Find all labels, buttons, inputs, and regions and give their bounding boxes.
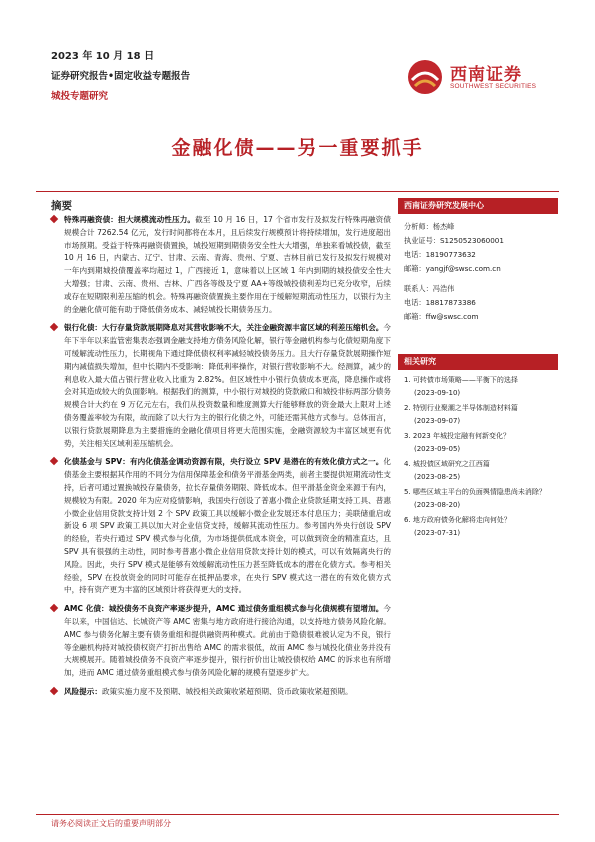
analyst-contacts <box>398 214 558 328</box>
title-divider <box>36 191 559 192</box>
related-item-title: 6. 地方政府债务化解将走向何处？ <box>404 516 511 524</box>
related-item-date: (2023-09-05) <box>414 444 461 453</box>
report-title: 金融化债——另一重要抓手 <box>171 137 424 159</box>
contact-name: 联系人：冯浩伟 <box>404 284 455 293</box>
related-item-date: (2023-09-10) <box>414 388 461 397</box>
bullet-diamond-icon <box>50 215 58 223</box>
summary-paragraph <box>51 456 391 597</box>
bullet-diamond-icon <box>50 323 58 331</box>
summary-body <box>51 214 391 705</box>
analyst-name: 分析师：杨杰峰 <box>404 222 455 231</box>
analyst-email[interactable]: 邮箱：yangjf@swsc.com.cn <box>404 264 501 273</box>
contact-email[interactable]: 邮箱：ffw@swsc.com <box>404 312 479 321</box>
analyst-phone: 电话：18190773632 <box>404 250 476 259</box>
brand-logo <box>406 58 556 98</box>
paragraph-lead: AMC 化债：城投债务不良资产率逐步提升，AMC 通过债务重组模式参与化债规模有望增加。 <box>64 604 384 614</box>
paragraph-body: 截至 10 月 16 日，17 个省市发行及拟发行特殊再融资债规模合计 7262.54 亿元，发行时间都将在本月，且后续发行规模预计将持续增加，发行进度超出市场预期。受益于特殊再融资债置换，城投短期到期债务安全性大大增强，单独来看城投债，截至 10 月 16 日，内蒙古、辽宁、甘肃、云南、青海、贵州、宁夏、吉林目前已发行及拟发行规模对一年内到期城投债覆盖率均超过 1，广西接近 1，意味着以上区域 1 年内到期的城投债安全性大大增强；甘肃、云南、贵州、吉林、广西各等级及宁夏 AA+等级城投债利差均已充分收窄，后续或存在短期限利差压缩的机会。特殊再融资债置换主要作用在于缓解短期流动性压力，以银行为主的金融化债可能有助于降低债务成本、减轻城投长期债务压力。 <box>64 215 391 314</box>
related-item-title: 3. 2023 年城投定融有何新变化？ <box>404 432 510 440</box>
paragraph-lead: 风险提示： <box>64 686 102 696</box>
related-research-list <box>398 370 558 546</box>
related-item-date: (2023-08-25) <box>414 472 461 481</box>
logo-emblem-icon <box>406 58 444 96</box>
related-item[interactable] <box>404 374 552 399</box>
summary-heading: 摘要 <box>51 200 72 212</box>
related-item-title: 5. 哪些区域主平台的负面舆情隐患尚未消除？ <box>404 488 546 496</box>
footer-disclaimer: 请务必阅读正文后的重要声明部分 <box>51 819 171 828</box>
related-item[interactable] <box>404 430 552 455</box>
bullet-diamond-icon <box>50 457 58 465</box>
related-item[interactable] <box>404 402 552 427</box>
related-item-title: 2. 特别行业聚潮之半导体制造材料篇 <box>404 404 518 412</box>
logo-text-cn: 西南证券 <box>450 65 522 85</box>
paragraph-lead: 特殊再融资债：担大规模流动性压力。 <box>64 215 196 224</box>
summary-paragraph <box>51 322 391 450</box>
summary-paragraph <box>51 603 391 680</box>
bullet-diamond-icon <box>50 604 58 612</box>
footer-divider <box>36 814 559 815</box>
report-topic: 城投专题研究 <box>51 91 109 102</box>
report-date: 2023 年 10 月 18 日 <box>51 51 155 62</box>
related-item-date: (2023-07-31) <box>414 528 461 537</box>
paragraph-body: 政策实施力度不及预期、城投相关政策收紧超预期、货币政策收紧超预期。 <box>101 686 353 696</box>
related-item[interactable] <box>404 514 552 539</box>
related-item[interactable] <box>404 486 552 511</box>
related-item-date: (2023-08-20) <box>414 500 461 509</box>
paragraph-lead: 银行化债：大行存量贷款展期降息对其营收影响不大，关注金融资源丰富区域的利差压缩机会。 <box>64 323 384 333</box>
related-research-title: 相关研究 <box>398 354 558 370</box>
logo-text-en: SOUTHWEST SECURITIES <box>450 83 537 90</box>
related-item[interactable] <box>404 458 552 483</box>
summary-paragraph <box>51 214 391 316</box>
related-item-date: (2023-09-07) <box>414 416 461 425</box>
related-item-title: 1. 可转债市场策略——平衡下的选择 <box>404 376 518 384</box>
contact-phone: 电话：18817873386 <box>404 298 476 307</box>
analyst-cert: 执业证号：S1250523060001 <box>404 236 504 245</box>
paragraph-body: 今年以来，中国信达、长城资产等 AMC 密集与地方政府进行接洽沟通，以支持地方债务风险化解。AMC 参与债务化解主要有债务重组和提供融资两种模式。此前由于隐债很难被认定为不良，银行等金融机构持对城投债权资产打折出售给 AMC 的需求很低，故而 AMC 参与城投化债业务并没有大规模展开。随着城投债务不良资产率逐步提升，银行折价出让城投债权给 AMC 的诉求也有所增加，进而 AMC 通过债务重组模式参与债务风险化解的规模有望逐步扩大。 <box>64 604 391 678</box>
related-item-title: 4. 城投债区域研究之江西篇 <box>404 460 490 468</box>
summary-paragraph <box>51 686 391 699</box>
paragraph-body: 今年下半年以来监管密集表态强调金融支持地方债务风险化解，银行等金融机构参与化债短期角度下可缓解流动性压力，长期视角下通过降低债权利率减轻城投债务压力。且大行存量贷款展期操作短期内减值损失增加，但中长期内不受影响：降低利率操作，对银行营收影响不大。经测算，减少的利息收入最大值占银行营业收入比重为 2.82%。但区域性中小银行负债成本更高，降息操作或将会对其造成较大的负面影响。根据我们的测算，中小银行对城投的贷款敞口和城投非标两部分债务规模合计大约在 9 万亿元左右，我们从投资数量和维度测算大行能够释放的资金最大上限对上述债务覆盖率较为有限，故而除了以大行为主的银行化债之外，可能还需其他方式参与。总体而言，以银行贷款展期降息为主要措施的金融化债项目将更大范围实施，金融资源较为丰富区域更有优势，关注相关区域利差压缩机会。 <box>64 323 391 448</box>
report-type: 证券研究报告•固定收益专题报告 <box>51 71 191 82</box>
paragraph-body: 化债基金主要根据其作用的不同分为信用保障基金和债务平滑基金两类，前者主要提供短期流动性支持，后者可通过置换城投存量债务，拉长存量债务期限、降低成本。但平滑基金资金来源于有内，规模较为有限。2020 年为应对疫情影响，我国央行创设了普惠小微企业贷款延期支持工具、普惠小微企业信用贷款支持计划 2 个 SPV 政策工具以缓解小微企业发展还本付息压力；美联储重启或新设 6 项 SPV 政策工具以加大对企业信贷支持，缓解其流动性压力。参考国内外央行创设 SPV 的经验，若央行通过 SPV 模式参与化债，为市场提供低成本资金，可以做到资金的精准直达，且 SPV 具有很强的主动性，同时参考普惠小微企业信用贷款支持计划的模式，可以有效隔离央行的风险。因此，央行 SPV 模式是能够有效缓解流动性压力甚至降低成本的潜在化债方式。参考相关经验，SPV 在投放资金的同时可能存在抵押品要求，在央行 SPV 模式这一潜在的有效化债方式中，持有资产更为丰富的区域预计将获得更大的支持。 <box>64 457 391 595</box>
research-center-title: 西南证券研究发展中心 <box>398 198 558 214</box>
sidebar <box>398 198 558 546</box>
paragraph-lead: 化债基金与 SPV：有内化债基金调动资源有限，央行设立 SPV 是潜在的有效化债方式之一。 <box>64 457 384 467</box>
bullet-diamond-icon <box>50 687 58 695</box>
